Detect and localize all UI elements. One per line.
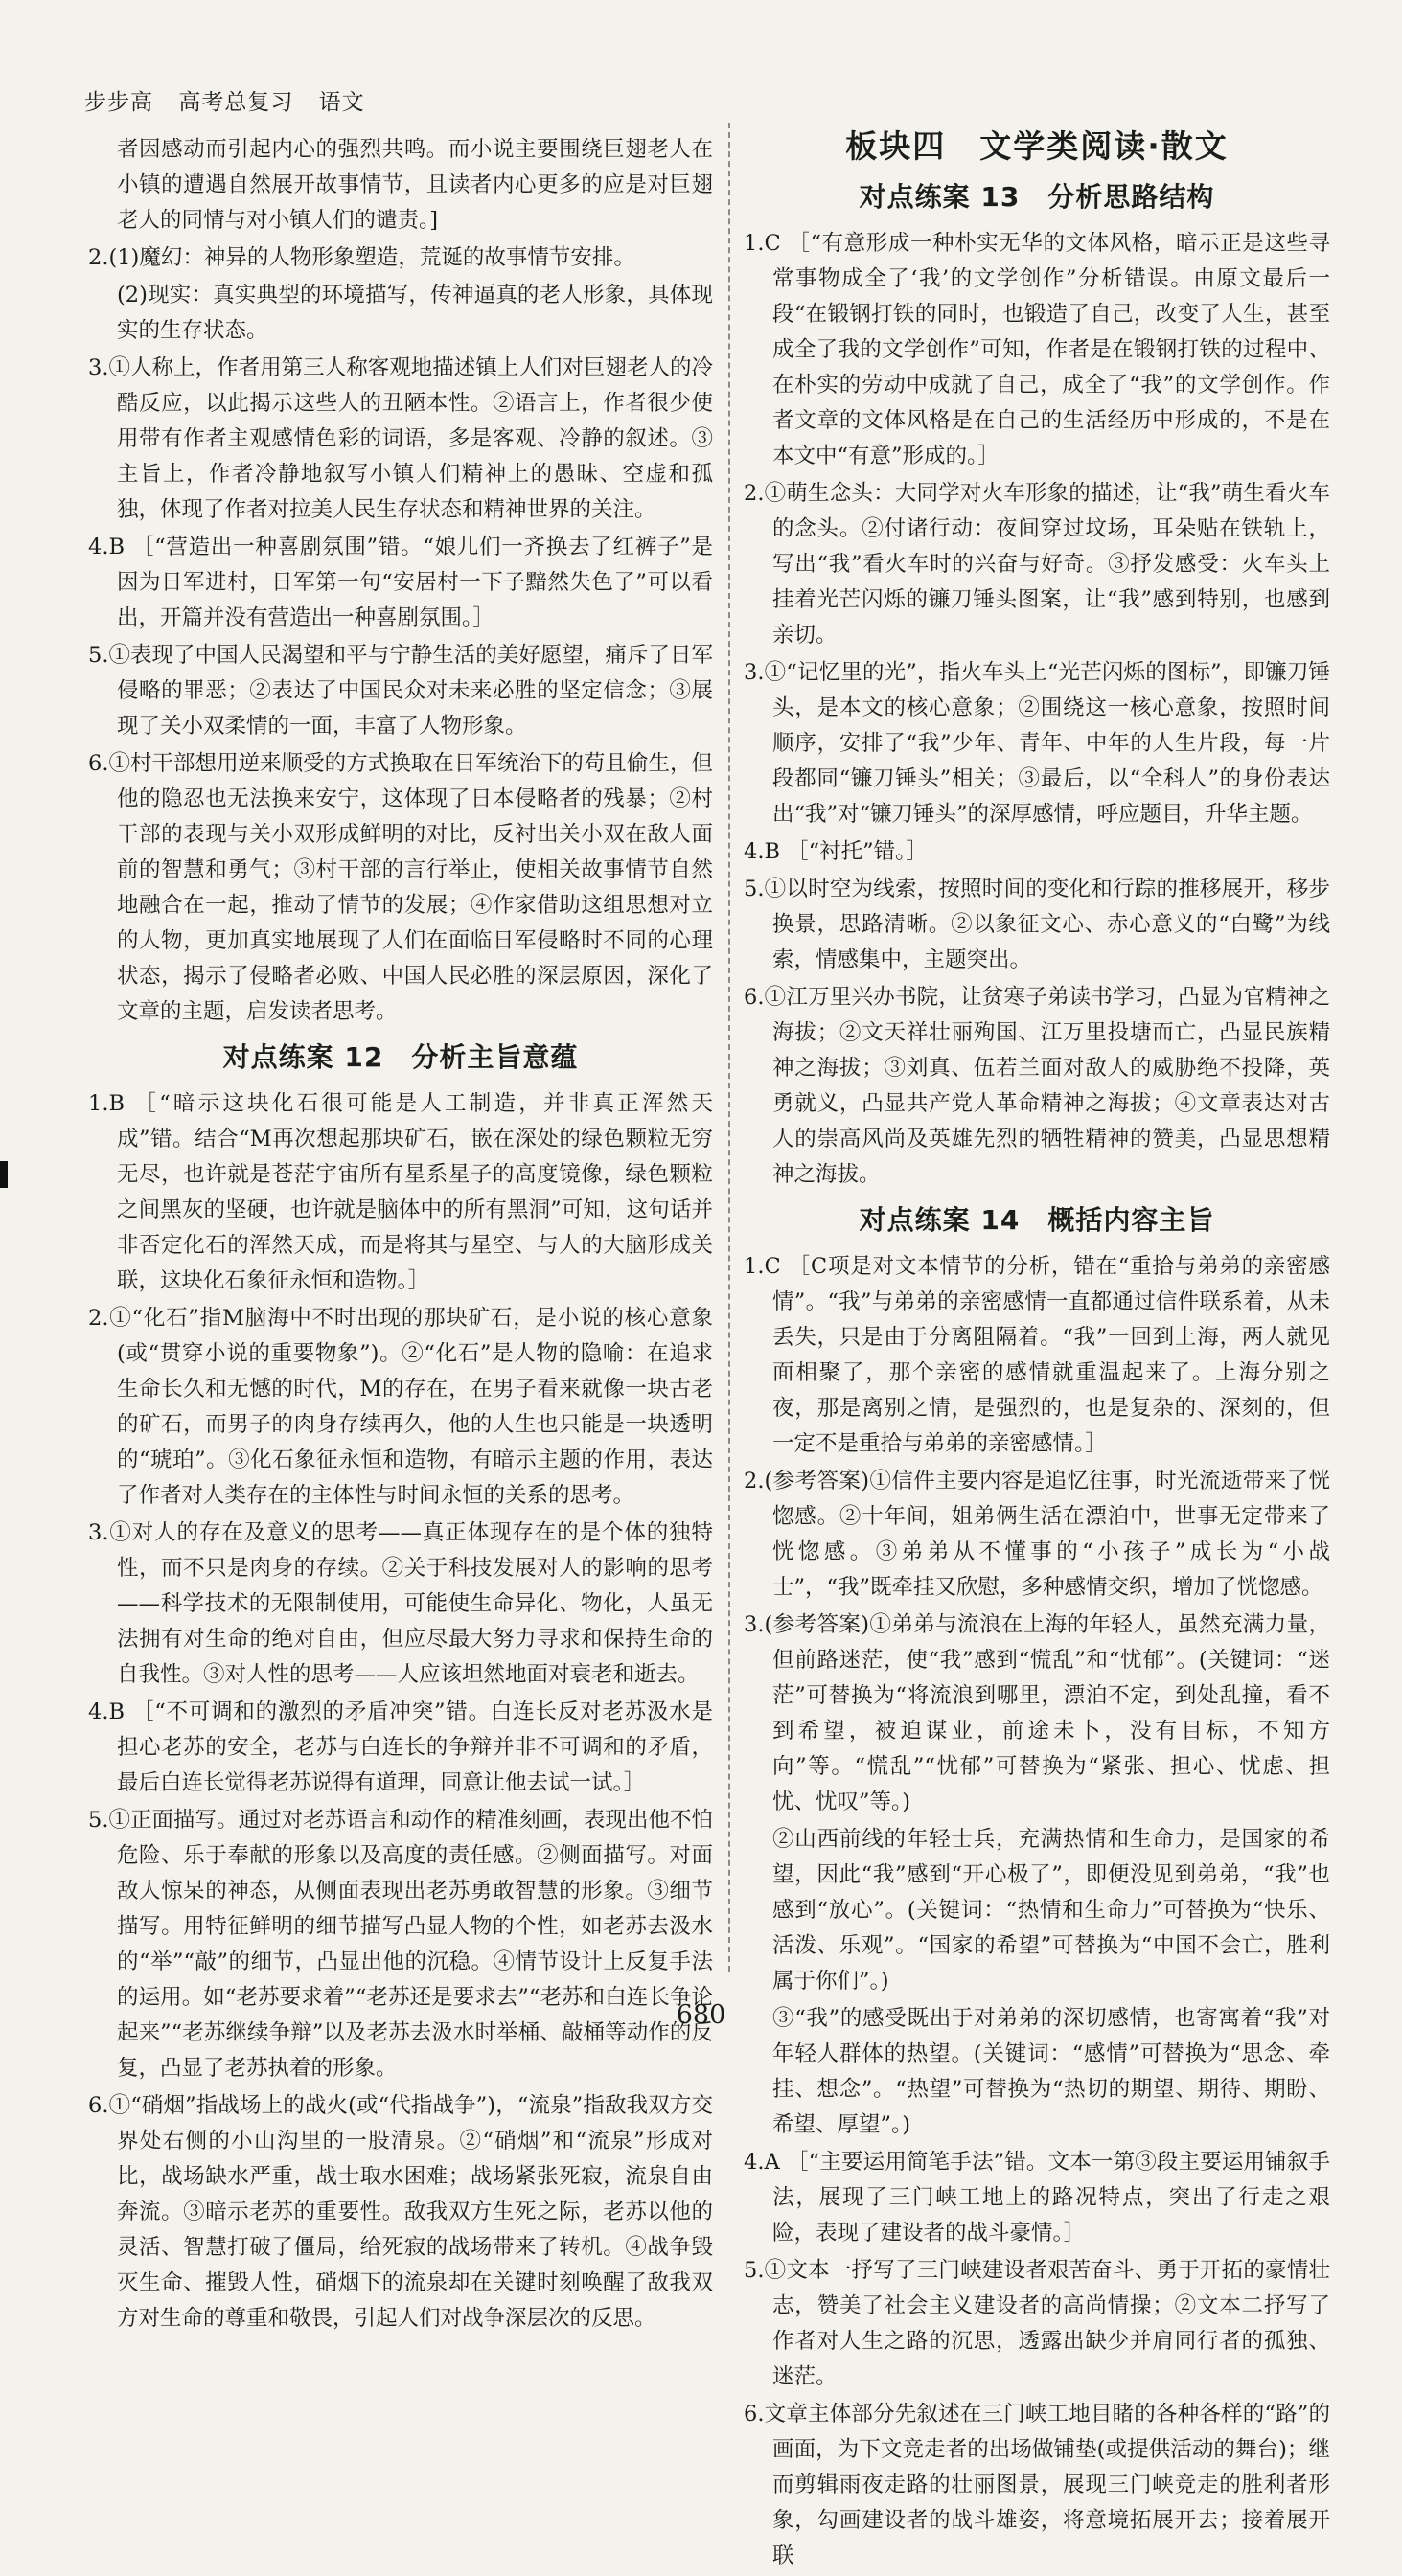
answer-item: ③“我”的感受既出于对弟弟的深切感情，也寄寓着“我”对年轻人群体的热望。(关键词：“感情”可替换为“思念、牵挂、想念”。“热望”可替换为“热切的期望、期待、期盼、希望、厚望”。) (772, 2006, 1330, 2137)
answer-item: 2.①萌生念头：大同学对火车形象的描述，让“我”萌生看火车的念头。②付诸行动：夜间穿过坟场，耳朵贴在铁轨上，写出“我”看火车时的兴奋与好奇。③抒发感受：火车头上挂着光芒闪烁的镰刀锤头图案，让“我”感到特别，也感到亲切。 (744, 481, 1330, 648)
answer-item: 3.①“记忆里的光”，指火车头上“光芒闪烁的图标”，即镰刀锤头，是本文的核心意象；②围绕这一核心意象，按照时间顺序，安排了“我”少年、青年、中年的人生片段，每一片段都同“镰刀锤头”相关；③最后，以“全科人”的身份表达出“我”对“镰刀锤头”的深厚感情，呼应题目，升华主题。 (744, 660, 1330, 827)
answer-item: 5.①表现了中国人民渴望和平与宁静生活的美好愿望，痛斥了日军侵略的罪恶；②表达了中国民众对未来必胜的坚定信念；③展现了关小双柔情的一面，丰富了人物形象。 (88, 643, 713, 739)
block-title: 板块四 文学类阅读·散文 (845, 127, 1229, 165)
subject-name: 语文 (318, 90, 365, 115)
answer-item: 4.A ［“主要运用简笔手法”错。文本一第③段主要运用铺叙手法，展现了三门峡工地上的路况特点，突出了行走之艰险，表现了建设者的战斗豪情。］ (744, 2150, 1330, 2245)
answer-item: 5.①以时空为线索，按照时间的变化和行踪的推移展开，移步换景，思路清晰。②以象征文心、赤心意义的“白鹭”为线索，情感集中，主题突出。 (744, 877, 1330, 972)
answer-item: 4.B ［“营造出一种喜剧氛围”错。“娘儿们一齐换去了红裤子”是因为日军进村，日军第一句“安居村一下子黯然失色了”可以看出，开篇并没有营造出一种喜剧氛围。］ (88, 535, 713, 630)
answer-item: 1.B ［“暗示这块化石很可能是人工制造，并非真正浑然天成”错。结合“M再次想起那块矿石，嵌在深处的绿色颗粒无穷无尽，也许就是苍茫宇宙所有星系星子的高度镜像，绿色颗粒之间黑灰的坚硬，也许就是脑体中的所有黑洞”可知，这句话并非否定化石的浑然天成，而是将其与星空、与人的大脑形成关联，这块化石象征永恒和造物。］ (88, 1091, 713, 1293)
running-head (84, 84, 382, 116)
answer-item: ②山西前线的年轻士兵，充满热情和生命力，是国家的希望，因此“我”感到“开心极了”，即便没见到弟弟，“我”也感到“放心”。(关键词：“热情和生命力”可替换为“快乐、活泼、乐观”。“国家的希望”可替换为“中国不会亡，胜利属于你们”。) (772, 1827, 1330, 1994)
answer-item: 6.①江万里兴办书院，让贫寒子弟读书学习，凸显为官精神之海拔；②文天祥壮丽殉国、江万里投塘而亡，凸显民族精神之海拔；③刘真、伍若兰面对敌人的威胁绝不投降，英勇就义，凸显共产党人革命精神之海拔；④文章表达对古人的崇高风尚及英雄先烈的牺牲精神的赞美，凸显思想精神之海拔。 (744, 985, 1330, 1187)
answer-item: 3.(参考答案)①弟弟与流浪在上海的年轻人，虽然充满力量，但前路迷茫，使“我”感到“慌乱”和“忧郁”。(关键词：“迷茫”可替换为“将流浪到哪里，漂泊不定，到处乱撞，看不到希望，被迫谋业，前途未卜，没有目标，不知方向”等。“慌乱”“忧郁”可替换为“紧张、担心、忧虑、担忧、忧叹”等。) (744, 1612, 1330, 1814)
answer-item: 4.B ［“衬托”错。］ (744, 839, 928, 864)
margin-mark (0, 1161, 8, 1188)
answer-item: 6.①村干部想用逆来顺受的方式换取在日军统治下的苟且偷生，但他的隐忍也无法换来安宁，这体现了日本侵略者的残暴；②村干部的表现与关小双形成鲜明的对比，反衬出关小双在敌人面前的智慧和勇气；③村干部的言行举止，使相关故事情节自然地融合在一起，推动了情节的发展；④作家借助这组思想对立的人物，更加真实地展现了人们在面临日军侵略时不同的心理状态，揭示了侵略者必败、中国人民必胜的深层原因，深化了文章的主题，启发读者思考。 (88, 751, 713, 1024)
answer-item: 4.B ［“不可调和的激烈的矛盾冲突”错。白连长反对老苏汲水是担心老苏的安全，老苏与白连长的争辩并非不可调和的矛盾，最后白连长觉得老苏说得有道理，同意让他去试一试。］ (88, 1699, 713, 1795)
continuation-paragraph: 者因感动而引起内心的强烈共鸣。而小说主要围绕巨翅老人在小镇的遭遇自然展开故事情节，且读者内心更多的应是对巨翅老人的同情与对小镇人们的谴责。] (117, 137, 713, 233)
answer-item: 3.①人称上，作者用第三人称客观地描述镇上人们对巨翅老人的冷酷反应，以此揭示这些人的丑陋本性。②语言上，作者很少使用带有作者主观感情色彩的词语，多是客观、冷静的叙述。③主旨上，作者冷静地叙写小镇人们精神上的愚昧、空虚和孤独，体现了作者对拉美人民生存状态和精神世界的关注。 (88, 355, 713, 522)
answer-item: 1.C ［C项是对文本情节的分析，错在“重拾与弟弟的亲密感情”。“我”与弟弟的亲密感情一直都通过信件联系着，从未丢失，只是由于分离阻隔着。“我”一回到上海，两人就见面相聚了，那个亲密的感情就重温起来了。上海分别之夜，那是离别之情，是强烈的，也是复杂的、深刻的，但一定不是重拾与弟弟的亲密感情。］ (744, 1254, 1330, 1456)
section-title-13: 对点练案 13 分析思路结构 (859, 181, 1215, 213)
section-title-12: 对点练案 12 分析主旨意蕴 (222, 1041, 579, 1073)
answer-item: 2.(参考答案)①信件主要内容是追忆往事，时光流逝带来了恍惚感。②十年间，姐弟俩生活在漂泊中，世事无定带来了恍惚感。③弟弟从不懂事的“小孩子”成长为“小战士”，“我”既牵挂又欣慰，多种感情交织，增加了恍惚感。 (744, 1469, 1330, 1600)
answer-item: (2)现实：真实典型的环境描写，传神逼真的老人形象，具体现实的生存状态。 (117, 283, 713, 343)
answer-item: 6.文章主体部分先叙述在三门峡工地目睹的各种各样的“路”的画面，为下文竞走者的出场做铺垫(或提供活动的舞台)；继而剪辑雨夜走路的壮丽图景，展现三门峡竞走的胜利者形象，勾画建设者的战斗雄姿，将意境拓展开去；接着展开联 (744, 2402, 1330, 2568)
answer-item: 5.①正面描写。通过对老苏语言和动作的精准刻画，表现出他不怕危险、乐于奉献的形象以及高度的责任感。②侧面描写。对面敌人惊呆的神态，从侧面表现出老苏勇敢智慧的形象。③细节描写。用特征鲜明的细节描写凸显人物的个性，如老苏去汲水的“举”“敲”的细节，凸显出他的沉稳。④情节设计上反复手法的运用。如“老苏要求着”“老苏还是要求去”“老苏和白连长争论起来”“老苏继续争辩”以及老苏去汲水时举桶、敲桶等动作的反复，凸显了老苏执着的形象。 (88, 1808, 713, 2081)
answer-item: 5.①文本一抒写了三门峡建设者艰苦奋斗、勇于开拓的豪情壮志，赞美了社会主义建设者的高尚情操；②文本二抒写了作者对人生之路的沉思，透露出缺少并肩同行者的孤独、迷茫。 (744, 2258, 1330, 2389)
page-number: 680 (676, 2000, 726, 2030)
column-divider (728, 123, 730, 1972)
series-name: 高考总复习 (178, 90, 294, 115)
answer-item: 3.①对人的存在及意义的思考——真正体现存在的是个体的独特性，而不只是肉身的存续。②关于科技发展对人的影响的思考——科学技术的无限制使用，可能使生命异化、物化，人虽无法拥有对生命的绝对自由，但应尽最大努力寻求和保持生命的自我性。③对人性的思考——人应该坦然地面对衰老和逝去。 (88, 1520, 713, 1687)
right-column (744, 126, 1330, 2576)
answer-item: 2.①“化石”指M脑海中不时出现的那块矿石，是小说的核心意象(或“贯穿小说的重要物象”)。②“化石”是人物的隐喻：在追求生命长久和无憾的时代，M的存在，在男子看来就像一块古老的矿石，而男子的肉身存续再久，他的人生也只能是一块透明的“琥珀”。③化石象征永恒和造物，有暗示主题的作用，表达了作者对人类存在的主体性与时间永恒的关系的思考。 (88, 1306, 713, 1508)
book-name: 步步高 (84, 90, 153, 115)
section-title-14: 对点练案 14 概括内容主旨 (859, 1204, 1215, 1236)
answer-item: 2.(1)魔幻：神异的人物形象塑造，荒诞的故事情节安排。 (88, 245, 635, 270)
answer-item: 1.C ［“有意形成一种朴实无华的文体风格，暗示正是这些寻常事物成全了‘我’的文学创作”分析错误。由原文最后一段“在锻钢打铁的同时，也锻造了自己，改变了人生，甚至成全了我的文学创作”可知，作者是在锻钢打铁的过程中、在朴实的劳动中成就了自己，成全了“我”的文学创作。作者文章的文体风格是在自己的生活经历中形成的，不是在本文中“有意”形成的。］ (744, 231, 1330, 468)
answer-item: 6.①“硝烟”指战场上的战火(或“代指战争”)，“流泉”指敌我双方交界处右侧的小山沟里的一股清泉。②“硝烟”和“流泉”形成对比，战场缺水严重，战士取水困难；战场紧张死寂，流泉自由奔流。③暗示老苏的重要性。敌我双方生死之际，老苏以他的灵活、智慧打破了僵局，给死寂的战场带来了转机。④战争毁灭生命、摧毁人性，硝烟下的流泉却在关键时刻唤醒了敌我双方对生命的尊重和敬畏，引起人们对战争深层次的反思。 (88, 2093, 713, 2331)
